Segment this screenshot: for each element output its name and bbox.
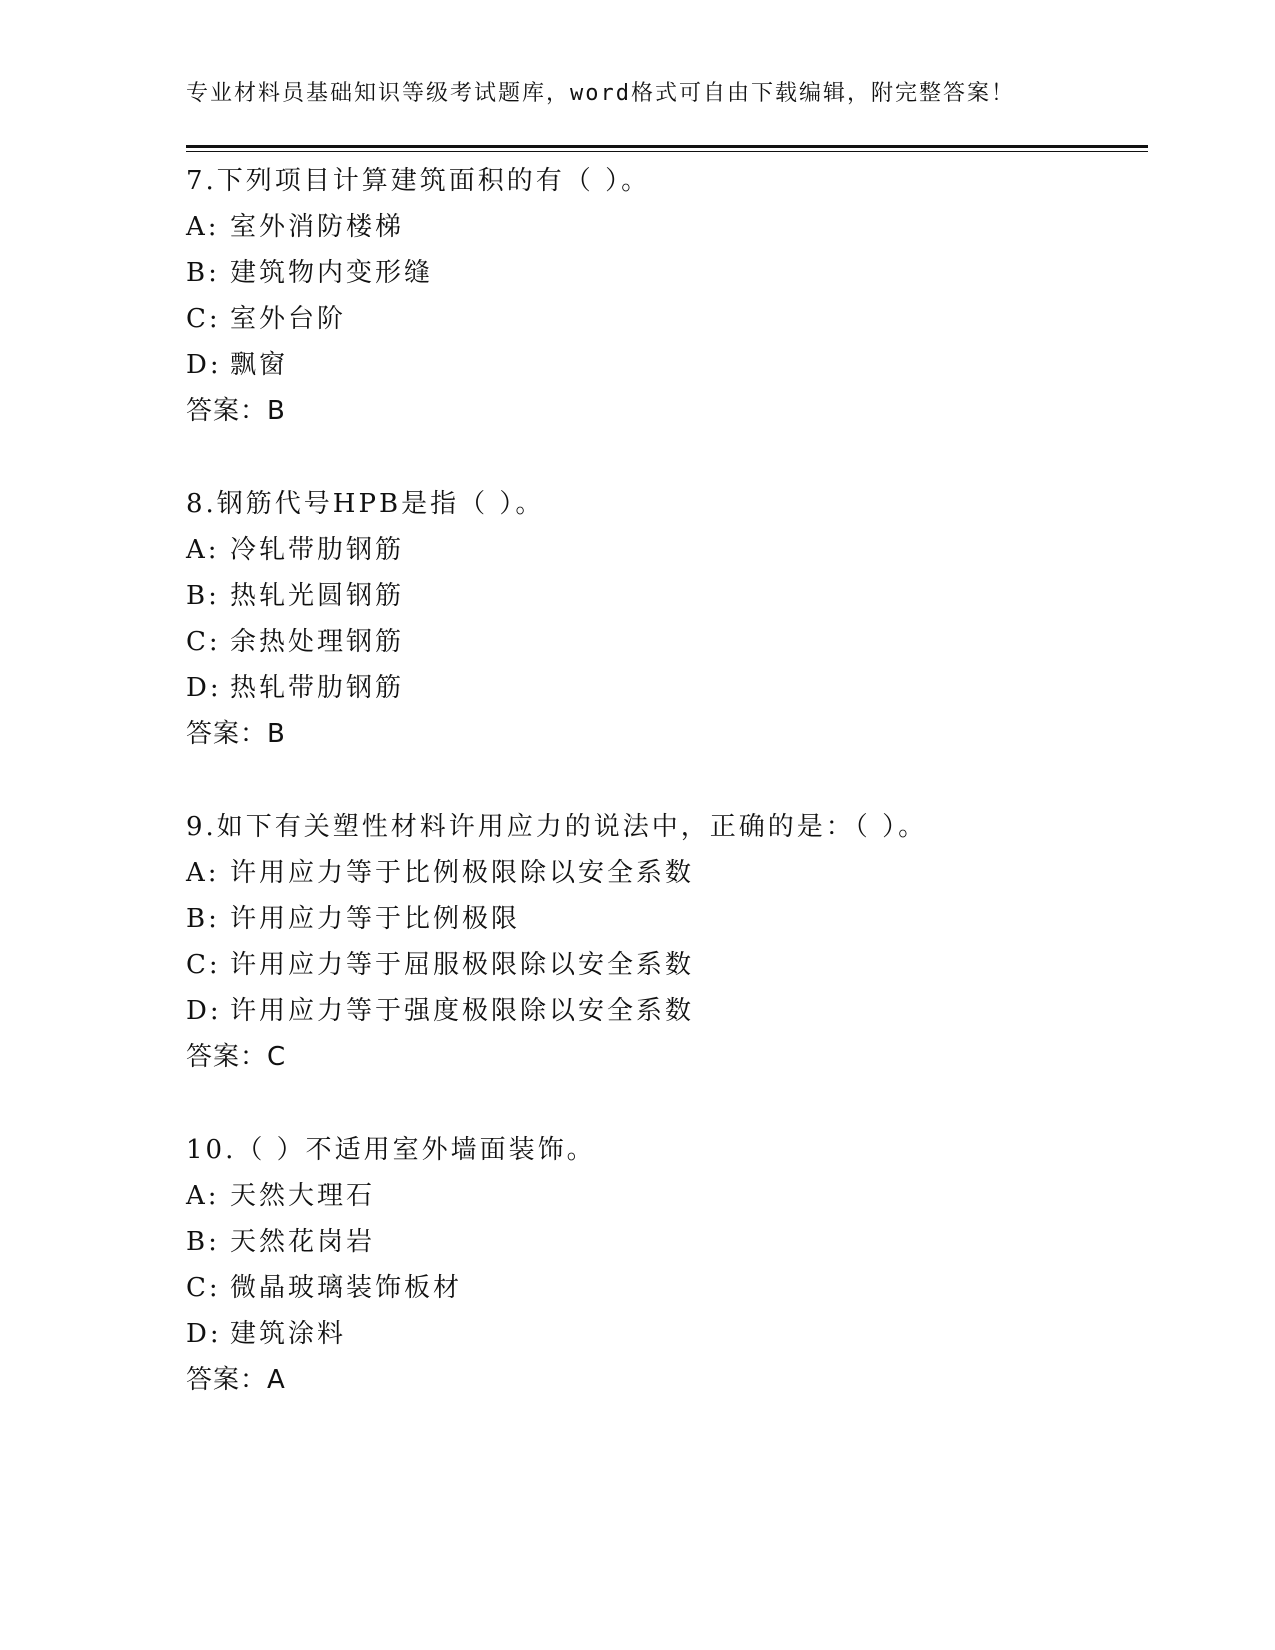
option-text: 飘窗 [230,350,289,380]
question-8 [186,481,1148,757]
option-key: A: [186,1181,220,1211]
option-key: C: [186,950,221,980]
option-key: B: [186,904,220,934]
option-key: D: [186,350,222,380]
option-d [186,988,1148,1034]
option-text: 许用应力等于比例极限 [230,904,521,934]
option-key: B: [186,581,220,611]
option-a [186,527,1148,573]
option-d [186,342,1148,388]
option-c [186,619,1148,665]
option-key: C: [186,1273,221,1303]
header-rule-thin [186,151,1148,152]
answer: 答案：B [186,396,286,426]
option-text: 热轧光圆钢筋 [230,581,405,611]
answer: 答案：B [186,719,286,749]
option-text: 室外台阶 [230,304,347,334]
option-text: 许用应力等于强度极限除以安全系数 [230,996,695,1026]
option-a [186,850,1148,896]
option-c [186,1265,1148,1311]
option-b [186,896,1148,942]
question-stem: 9.如下有关塑性材料许用应力的说法中，正确的是：（ ）。 [186,812,928,842]
question-10 [186,1127,1148,1403]
header-rule-thick [186,145,1148,148]
option-c [186,296,1148,342]
option-key: A: [186,535,220,565]
option-text: 建筑涂料 [230,1319,347,1349]
option-key: D: [186,1319,222,1349]
option-text: 微晶玻璃装饰板材 [230,1273,463,1303]
option-d [186,665,1148,711]
option-text: 室外消防楼梯 [230,212,405,242]
option-text: 冷轧带肋钢筋 [230,535,405,565]
question-stem: 8.钢筋代号HPB是指（ ）。 [186,489,545,519]
option-d [186,1311,1148,1357]
option-key: C: [186,304,221,334]
option-key: A: [186,212,220,242]
option-key: B: [186,258,220,288]
option-text: 许用应力等于屈服极限除以安全系数 [230,950,695,980]
question-stem: 10.（ ）不适用室外墙面装饰。 [186,1135,596,1165]
question-7 [186,158,1148,434]
option-b [186,250,1148,296]
question-9 [186,804,1148,1080]
option-key: D: [186,996,222,1026]
option-key: D: [186,673,222,703]
option-key: C: [186,627,221,657]
page-header: 专业材料员基础知识等级考试题库，word格式可自由下载编辑，附完整答案！ [186,81,1015,106]
answer: 答案：A [186,1365,286,1395]
option-key: B: [186,1227,220,1257]
option-text: 许用应力等于比例极限除以安全系数 [230,858,695,888]
option-text: 余热处理钢筋 [230,627,405,657]
option-text: 热轧带肋钢筋 [230,673,405,703]
option-b [186,573,1148,619]
option-b [186,1219,1148,1265]
option-text: 建筑物内变形缝 [230,258,434,288]
option-a [186,204,1148,250]
option-key: A: [186,858,220,888]
question-stem: 7.下列项目计算建筑面积的有（ ）。 [186,166,651,196]
option-text: 天然大理石 [230,1181,376,1211]
question-list [186,158,1148,1450]
option-c [186,942,1148,988]
option-text: 天然花岗岩 [230,1227,376,1257]
option-a [186,1173,1148,1219]
answer: 答案：C [186,1042,287,1072]
